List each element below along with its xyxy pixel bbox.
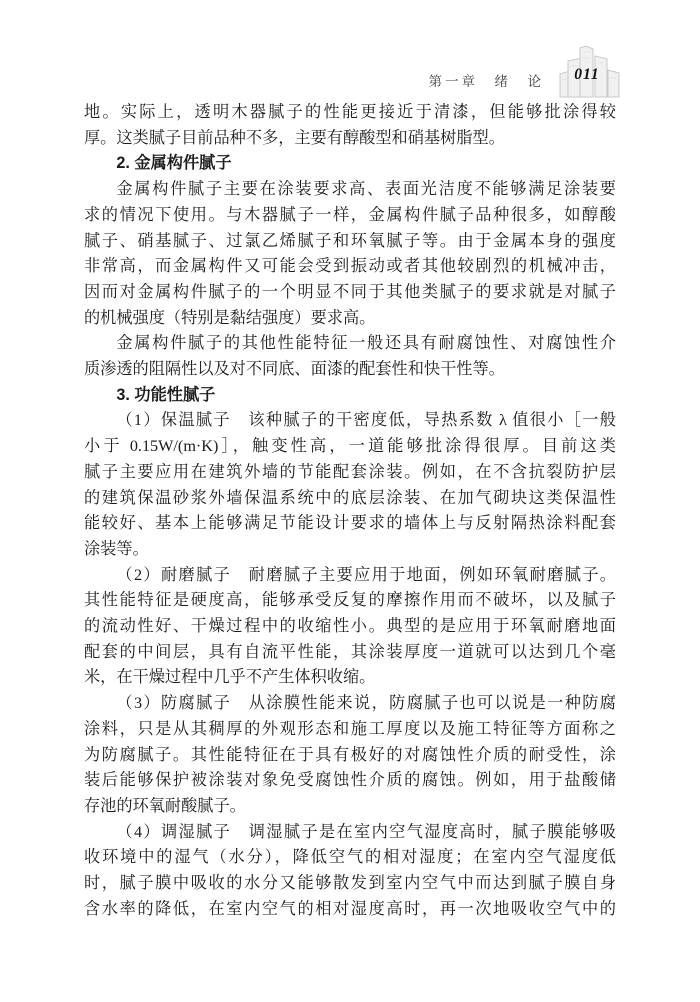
paragraph-block <box>84 820 616 923</box>
text-line: 能较好、基本上能够满足节能设计要求的墙体上与反射隔热涂料配套 <box>84 514 616 533</box>
text-line: 为防腐腻子。其性能特征在于具有极好的对腐蚀性介质的耐受性，涂 <box>84 745 616 764</box>
text-line: 的机械强度（特别是黏结强度）要求高。 <box>84 308 376 327</box>
section-heading: 2. 金属构件腻子 <box>116 154 232 173</box>
paragraph-block <box>84 408 616 562</box>
text-line: （3）防腐腻子 从涂膜性能来说，防腐腻子也可以说是一种防腐 <box>116 694 616 713</box>
section-heading-block <box>84 383 616 409</box>
chapter-title: 第一章 绪 论 <box>428 74 544 89</box>
text-line: 厚。这类腻子目前品种不多，主要有醇酸型和硝基树脂型。 <box>84 128 505 147</box>
text-line: 存池的环氧耐酸腻子。 <box>84 796 246 815</box>
text-line: 含水率的降低，在室内空气的相对湿度高时，再一次地吸收空气中的 <box>84 899 616 918</box>
text-line: 涂料，只是从其稠厚的外观形态和施工厚度以及施工特征等方面称之 <box>84 719 616 738</box>
text-line: 小于 0.15W/(m·K)］，触变性高，一道能够批涂得很厚。目前这类 <box>84 437 616 456</box>
running-header <box>429 44 627 102</box>
text-line: 涂装等。 <box>84 539 149 558</box>
text-line: 收环境中的湿气（水分），降低空气的相对湿度；在室内空气湿度低 <box>84 848 616 867</box>
page-body <box>84 100 616 923</box>
text-line: 装后能够保护被涂装对象免受腐蚀性介质的腐蚀。例如，用于盐酸储 <box>84 771 616 790</box>
text-line: 非常高，而金属构件又可能会受到振动或者其他较剧烈的机械冲击， <box>84 257 616 276</box>
text-line: 因而对金属构件腻子的一个明显不同于其他类腻子的要求就是对腻子 <box>84 282 616 301</box>
text-line: 腻子主要应用在建筑外墙的节能配套涂装。例如，在不含抗裂防护层 <box>84 462 616 481</box>
text-line: （4）调湿腻子 调湿腻子是在室内空气湿度高时，腻子膜能够吸 <box>116 822 616 841</box>
text-line: 的建筑保温砂浆外墙保温系统中的底层涂装、在加气砌块这类保温性 <box>84 488 616 507</box>
section-heading: 3. 功能性腻子 <box>116 385 216 404</box>
text-line: 时，腻子膜中吸收的水分又能够散发到室内空气中而达到腻子膜自身 <box>84 874 616 893</box>
text-line: 的流动性好、干燥过程中的收缩性小。典型的是应用于环氧耐磨地面 <box>84 617 616 636</box>
text-line: 质渗透的阻隔性以及对不同底、面漆的配套性和快干性等。 <box>84 360 505 379</box>
text-line: 米，在干燥过程中几乎不产生体积收缩。 <box>84 668 376 687</box>
text-line: 其性能特征是硬度高，能够承受反复的摩擦作用而不破坏，以及腻子 <box>84 591 616 610</box>
text-line: 腻子、硝基腻子、过氯乙烯腻子和环氧腻子等。由于金属本身的强度 <box>84 231 616 250</box>
paragraph-block <box>84 691 616 820</box>
folio-ornament <box>552 44 626 102</box>
text-line: 金属构件腻子主要在涂装要求高、表面光洁度不能够满足涂装要 <box>116 180 616 199</box>
paragraph-block <box>84 563 616 692</box>
paragraph-block <box>84 177 616 331</box>
text-line: （2）耐磨腻子 耐磨腻子主要应用于地面，例如环氧耐磨腻子。 <box>116 565 616 584</box>
paragraph-block <box>84 100 616 151</box>
text-line: （1）保温腻子 该种腻子的干密度低，导热系数 λ 值很小［一般 <box>116 411 616 430</box>
text-line: 金属构件腻子的其他性能特征一般还具有耐腐蚀性、对腐蚀性介 <box>116 334 616 353</box>
text-line: 配套的中间层，具有自流平性能，其涂装厚度一道就可以达到几个毫 <box>84 642 616 661</box>
text-line: 地。实际上，透明木器腻子的性能更接近于清漆，但能够批涂得较 <box>84 103 616 121</box>
paragraph-block <box>84 331 616 382</box>
text-line: 求的情况下使用。与木器腻子一样，金属构件腻子品种很多，如醇酸 <box>84 205 616 224</box>
section-heading-block <box>84 151 616 177</box>
page-number: 011 <box>574 66 600 84</box>
